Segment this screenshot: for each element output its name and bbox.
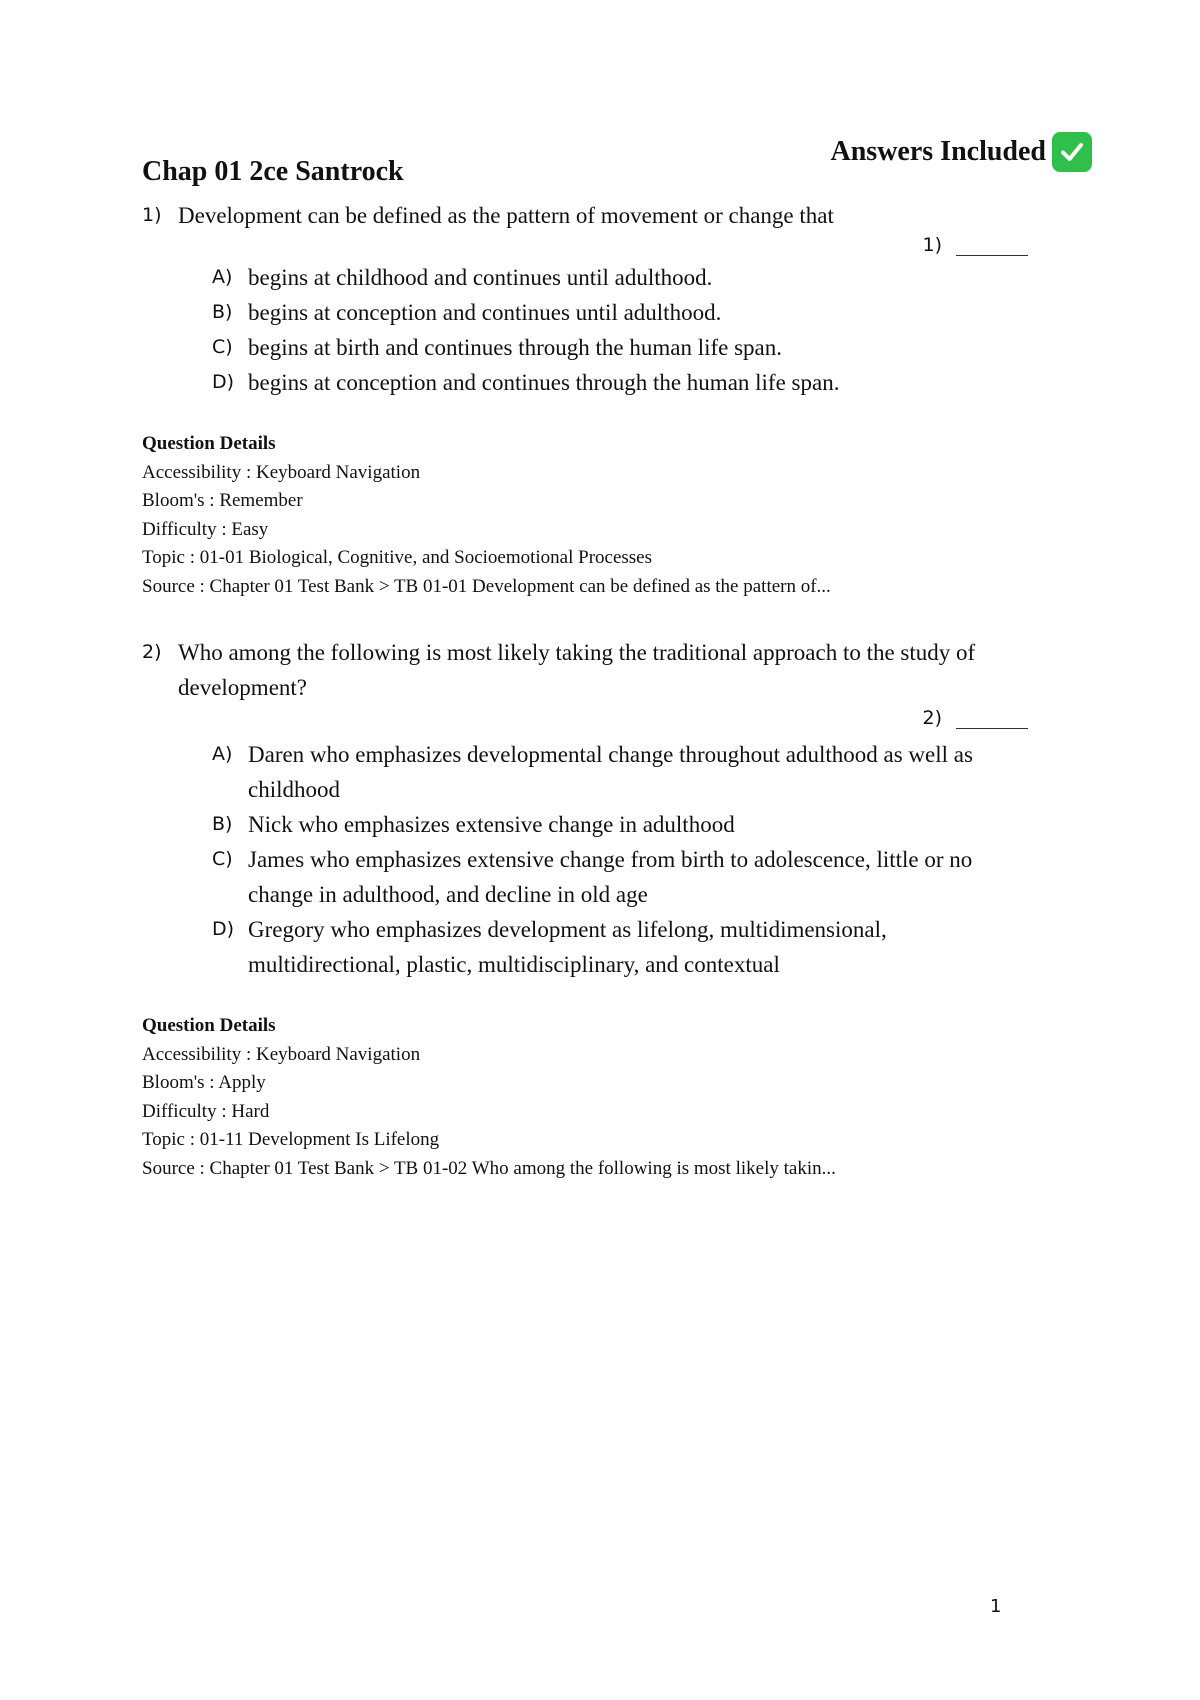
option-b[interactable] xyxy=(142,295,1042,330)
option-letter: B) xyxy=(212,813,233,835)
detail-blooms: Bloom's : Apply xyxy=(142,1072,266,1093)
option-text: begins at conception and continues until adulthood. xyxy=(248,300,722,325)
detail-accessibility: Accessibility : Keyboard Navigation xyxy=(142,461,421,483)
answers-included-label: Answers Included xyxy=(830,136,1046,167)
option-c[interactable] xyxy=(142,330,1042,365)
question-2 xyxy=(142,635,1042,1183)
check-mark-icon xyxy=(1052,132,1092,172)
question-text: Who among the following is most likely taking the traditional approach to the study of development? xyxy=(178,640,976,700)
option-b[interactable] xyxy=(142,807,1042,842)
detail-topic: Topic : 01-01 Biological, Cognitive, and Socioemotional Processes xyxy=(142,547,653,568)
question-number: 2) xyxy=(142,641,162,663)
option-letter: C) xyxy=(212,336,233,358)
option-letter: D) xyxy=(212,918,235,940)
question-number: 1) xyxy=(142,204,162,226)
answer-slot xyxy=(922,234,1028,256)
option-letter: B) xyxy=(212,301,233,323)
question-details xyxy=(142,1012,1042,1183)
details-heading: Question Details xyxy=(142,433,276,454)
detail-difficulty: Difficulty : Hard xyxy=(142,1100,270,1122)
option-letter: A) xyxy=(212,743,233,765)
option-text: James who emphasizes extensive change from birth to adolescence, little or no change in adulthood, and decline in old age xyxy=(248,847,973,907)
option-letter: A) xyxy=(212,266,233,288)
question-text: Development can be defined as the pattern of movement or change that xyxy=(178,203,834,228)
option-letter: D) xyxy=(212,371,235,393)
option-text: Daren who emphasizes developmental change throughout adulthood as well as childhood xyxy=(248,742,973,802)
option-d[interactable] xyxy=(142,365,1042,400)
option-text: begins at birth and continues through the human life span. xyxy=(248,335,782,360)
question-stem xyxy=(142,635,1042,705)
detail-difficulty: Difficulty : Easy xyxy=(142,518,269,540)
answer-slot-label: 2) xyxy=(922,707,942,729)
detail-accessibility: Accessibility : Keyboard Navigation xyxy=(142,1043,421,1065)
option-text: begins at childhood and continues until adulthood. xyxy=(248,265,713,290)
option-text: Gregory who emphasizes development as lifelong, multidimensional, multidirectional, plastic, multidisciplinary, and contextual xyxy=(248,917,887,977)
detail-source: Source : Chapter 01 Test Bank > TB 01-01 Development can be defined as the pattern of... xyxy=(142,575,831,597)
answer-slot-label: 1) xyxy=(922,234,942,256)
question-1 xyxy=(142,198,1042,601)
option-a[interactable] xyxy=(142,260,1042,295)
question-stem xyxy=(142,198,1042,233)
option-list xyxy=(142,260,1042,400)
option-text: Nick who emphasizes extensive change in adulthood xyxy=(248,812,735,837)
option-text: begins at conception and continues through the human life span. xyxy=(248,370,840,395)
answer-blank[interactable] xyxy=(956,237,1028,256)
option-letter: C) xyxy=(212,848,233,870)
detail-source: Source : Chapter 01 Test Bank > TB 01-02 Who among the following is most likely takin... xyxy=(142,1157,836,1179)
answer-slot xyxy=(922,707,1028,729)
detail-topic: Topic : 01-11 Development Is Lifelong xyxy=(142,1129,440,1150)
answers-included-badge xyxy=(831,132,1092,172)
document-title: Chap 01 2ce Santrock xyxy=(142,156,404,187)
question-details xyxy=(142,430,1042,601)
option-c[interactable] xyxy=(142,842,1042,912)
option-list xyxy=(142,737,1042,982)
details-heading: Question Details xyxy=(142,1015,276,1036)
answer-blank[interactable] xyxy=(956,710,1028,729)
option-a[interactable] xyxy=(142,737,1042,807)
detail-blooms: Bloom's : Remember xyxy=(142,490,303,511)
option-d[interactable] xyxy=(142,912,1042,982)
page-number: 1 xyxy=(990,1596,1002,1617)
